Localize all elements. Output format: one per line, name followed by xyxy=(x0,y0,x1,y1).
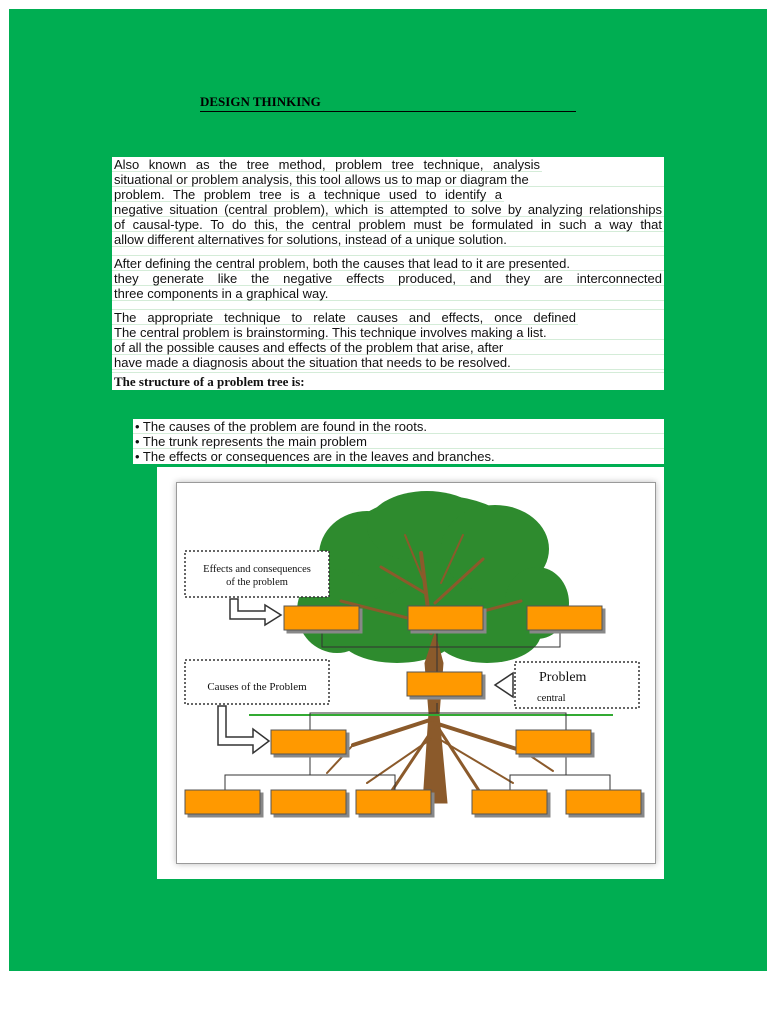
effect-box-3 xyxy=(527,606,602,630)
effects-label-line2: of the problem xyxy=(226,577,288,588)
text-line: The appropriate technique to relate causes and effects, once defined xyxy=(114,310,576,325)
page-title: DESIGN THINKING xyxy=(200,94,576,112)
bullet-item: • The causes of the problem are found in the roots. xyxy=(133,419,664,434)
causes-arrow-icon xyxy=(218,706,269,753)
cause-box-1 xyxy=(271,730,346,754)
intro-text-box xyxy=(112,157,664,390)
bullet-item: • The trunk represents the main problem xyxy=(133,434,664,449)
text-line: have made a diagnosis about the situation that needs to be resolved. xyxy=(112,355,664,370)
bullet-list xyxy=(133,419,664,464)
structure-heading: The structure of a problem tree is: xyxy=(114,374,305,389)
text-line: situational or problem analysis, this tool allows us to map or diagram the xyxy=(112,172,664,187)
root-cause-box-5 xyxy=(566,790,641,814)
text-line: of all the possible causes and effects of the problem that arise, after xyxy=(112,340,664,355)
text-line: they generate like the negative effects produced, and they are interconnected xyxy=(114,271,662,286)
problem-arrow-icon xyxy=(495,673,513,697)
effect-box-2 xyxy=(408,606,483,630)
text-line: negative situation (central problem), which is attempted to solve by analyzing relationships xyxy=(114,202,662,217)
effects-label-box xyxy=(185,551,329,597)
effects-label-line1: Effects and consequences xyxy=(203,564,311,575)
bullet-item: • The effects or consequences are in the leaves and branches. xyxy=(135,449,495,464)
text-line: allow different alternatives for solutions, instead of a unique solution. xyxy=(112,232,664,247)
causes-label-box xyxy=(185,660,329,704)
paragraph-gap xyxy=(112,301,664,310)
central-problem-box xyxy=(407,672,482,696)
problem-tree-diagram xyxy=(176,482,656,864)
tree-foliage xyxy=(297,491,569,663)
root-cause-box-2 xyxy=(271,790,346,814)
problem-tree-svg xyxy=(177,483,655,863)
problem-label-line2: central xyxy=(537,693,566,704)
causes-label: Causes of the Problem xyxy=(207,681,307,693)
text-line: Also known as the tree method, problem tree technique, analysis xyxy=(114,157,540,172)
problem-label-line1: Problem xyxy=(539,670,587,685)
paragraph-gap xyxy=(112,247,664,256)
root-cause-box-1 xyxy=(185,790,260,814)
effect-box-1 xyxy=(284,606,359,630)
text-line: The central problem is brainstorming. This technique involves making a list. xyxy=(112,325,664,340)
central-problem-label-box xyxy=(515,662,639,708)
root-cause-box-4 xyxy=(472,790,547,814)
root-cause-box-3 xyxy=(356,790,431,814)
effects-arrow-icon xyxy=(230,599,281,625)
cause-box-2 xyxy=(516,730,591,754)
text-line: After defining the central problem, both the causes that lead to it are presented. xyxy=(112,256,664,271)
text-line: three components in a graphical way. xyxy=(112,286,664,301)
text-line: of causal-type. To do this, the central problem must be formulated in such a way that xyxy=(114,217,662,232)
text-line: problem. The problem tree is a technique used to identify a xyxy=(114,187,502,202)
